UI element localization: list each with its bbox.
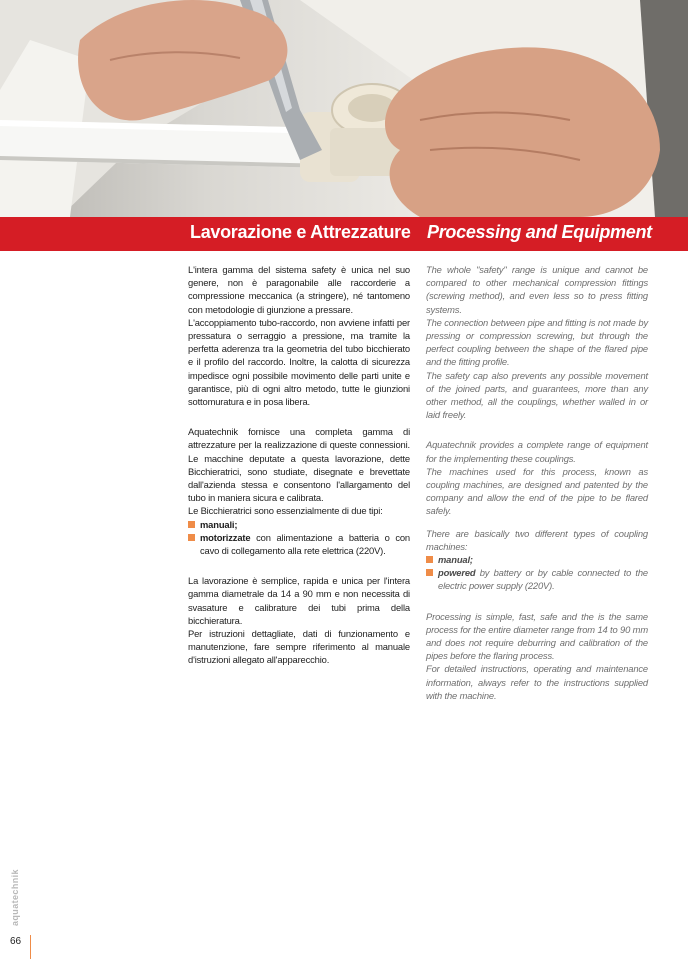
italian-paragraph: Aquatechnik fornisce una completa gamma di attrezzature per la realizzazione di queste connessioni. Le macchine deputate a questa lavorazione, dette Bicchieratrici, sono studiate, disegnate e brevettate dall'azienda stessa e consentono l'allargamento del tubo in maniera sicura e calibrata. bbox=[188, 426, 410, 504]
italian-paragraph: Le Bicchieratrici sono essenzialmente di due tipi: bbox=[188, 505, 383, 517]
list-item-bold: manuali; bbox=[200, 518, 238, 530]
english-paragraph: The safety cap also prevents any possible movement of the joined parts, and guarantees, more than any other method, all the couplings, whether walled in or laid freely. bbox=[426, 369, 648, 421]
list-item-bold: manual; bbox=[438, 554, 473, 566]
page-number: 66 bbox=[10, 936, 22, 947]
italian-column bbox=[188, 263, 410, 667]
list-item-bold: motorizzate bbox=[200, 531, 251, 543]
bullet-square-icon bbox=[188, 521, 195, 528]
italian-machine-types-list bbox=[188, 518, 410, 558]
title-banner bbox=[0, 217, 688, 251]
bullet-square-icon bbox=[188, 534, 195, 541]
english-paragraph: Processing is simple, fast, safe and the is the same process for the entire diameter range from 14 to 90 mm and does not require deburring and calibration of the pipes before the flaring process. bbox=[426, 610, 648, 662]
header-photo bbox=[0, 0, 688, 217]
list-item-bold: powered bbox=[438, 567, 476, 579]
brand-logo-text: aquatechnik bbox=[10, 869, 20, 926]
english-machine-types-list bbox=[426, 553, 648, 593]
list-item-text: con alimentazione a batteria o con cavo di collegamento alla rete elettrica (220V). bbox=[200, 531, 410, 557]
italian-paragraph: L'accoppiamento tubo-raccordo, non avviene infatti per pressatura o serraggio a pressione, ma tramite la perfetta aderenza tra la geometria del tubo bicchierato e il profilo del raccordo. Inoltre, la calotta di sicurezza impedisce ogni possibile movimento delle parti unite e garantisce, più di ogni altro metodo, tutte le giunzioni sottomuratura e in posa libera. bbox=[188, 316, 410, 408]
italian-paragraph: La lavorazione è semplice, rapida e unica per l'intera gamma diametrale da 14 a 90 mm e non necessita di svasature e calibrature dei tubi prima della bicchieratura. bbox=[188, 575, 410, 626]
list-item-text: by battery or by cable connected to the electric power supply (220V). bbox=[438, 567, 648, 592]
pipe-fitting-photo bbox=[0, 0, 688, 217]
section-title-italian: Lavorazione e Attrezzature bbox=[190, 222, 411, 242]
page-number-divider bbox=[30, 935, 31, 959]
list-item bbox=[426, 553, 648, 566]
english-paragraph: The whole "safety" range is unique and cannot be compared to other mechanical compression fittings (screwing method), and even less so to press fitting systems. bbox=[426, 264, 648, 315]
italian-paragraph: Per istruzioni dettagliate, dati di funzionamento e manutenzione, fare sempre riferimento al manuale d'istruzioni allegato all'apparecchio. bbox=[188, 628, 410, 666]
section-title-english: Processing and Equipment bbox=[427, 222, 652, 242]
list-item bbox=[426, 566, 648, 592]
bullet-square-icon bbox=[426, 556, 433, 563]
italian-paragraph: L'intera gamma del sistema safety è unica nel suo genere, non è paragonabile alle raccorderie a compressione meccanica (a stringere), né tantomeno con metodologie di giunzione a pressare. bbox=[188, 264, 410, 315]
english-column bbox=[426, 263, 648, 702]
english-paragraph: The connection between pipe and fitting is not made by pressing or compression screwing, but through the perfect coupling between the shape of the flared pipe and the fitting profile. bbox=[426, 316, 648, 368]
bullet-square-icon bbox=[426, 569, 433, 576]
english-paragraph: For detailed instructions, operating and maintenance information, always refer to the instructions supplied with the machine. bbox=[426, 663, 648, 701]
english-paragraph: The machines used for this process, known as coupling machines, are designed and patented by the company and allow the end of the pipe to be flared safely. bbox=[426, 465, 648, 517]
english-paragraph: There are basically two different types of coupling machines: bbox=[426, 527, 648, 552]
list-item bbox=[188, 531, 410, 557]
english-paragraph: Aquatechnik provides a complete range of equipment for the implementing these couplings. bbox=[426, 439, 648, 464]
list-item bbox=[188, 518, 410, 531]
